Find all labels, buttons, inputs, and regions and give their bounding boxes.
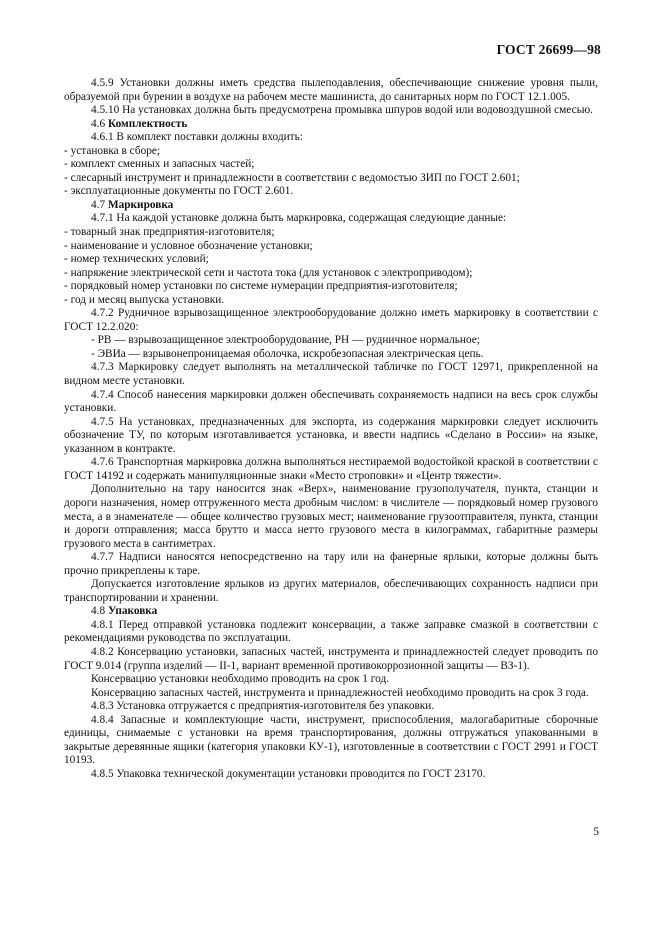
paragraph: 4.8.4 Запасные и комплектующие части, инструмент, приспособления, малогабаритные сборочные единицы, снимаемые с установки на время транспортирования, должны отгружаться упакованными в закрытые деревянные ящики (категория упаковки КУ-1), изготовленные в соответствии с ГОСТ 2991 и ГОСТ 10193. [64,713,598,767]
paragraph: - РВ — взрывозащищенное электрооборудование, РН — рудничное нормальное; [91,334,480,347]
section-number: 4.7 [91,198,108,211]
section-heading [64,199,598,213]
list-item: - товарный знак предприятия-изготовителя; [64,226,275,239]
list-item: - установка в сборе; [64,144,161,157]
document-body [64,77,598,781]
section-heading [64,118,598,132]
paragraph: Консервацию запасных частей, инструмента и принадлежностей необходимо проводить на срок 3 года. [91,686,589,699]
section-number: 4.8 [91,605,108,618]
list-item: - год и месяц выпуска установки. [64,293,225,306]
list-item: - комплект сменных и запасных частей; [64,158,255,171]
list-item: - порядковый номер установки по системе нумерации предприятия-изготовителя; [64,280,458,293]
paragraph: 4.7.3 Маркировку следует выполнять на металлической табличке по ГОСТ 12971, прикрепленной на видном месте установки. [64,361,598,388]
document-header: ГОСТ 26699—98 [496,42,601,57]
paragraph: - ЭВИа — взрывонепроницаемая оболочка, искробезопасная электрическая цепь. [91,347,484,360]
paragraph: 4.8.1 Перед отправкой установка подлежит консервации, а также заправке смазкой в соответствии с рекомендациями руководства по эксплуатации. [64,618,598,645]
paragraph: 4.8.5 Упаковка технической документации установки проводится по ГОСТ 23170. [91,767,486,780]
section-number: 4.6 [91,117,108,130]
list-item: - эксплуатационные документы по ГОСТ 2.601. [64,185,294,198]
section-title: Маркировка [107,198,174,211]
paragraph: 4.5.10 На установках должна быть предусмотрена промывка шпуров водой или водовоздушной смесью. [91,104,593,117]
list-item: - наименование и условное обозначение установки; [64,239,313,252]
paragraph: 4.7.6 Транспортная маркировка должна выполняться нестираемой водостойкой краской в соответствии с ГОСТ 14192 и содержать манипуляционные знаки «Место строповки» и «Центр тяжести». [64,456,598,482]
paragraph: 4.8.3 Установка отгружается с предприятия-изготовителя без упаковки. [91,700,435,713]
paragraph: 4.6.1 В комплект поставки должны входить: [91,131,303,144]
paragraph: 4.5.9 Установки должны иметь средства пылеподавления, обеспечивающие снижение уровня пыли, образуемой при бурении в воздухе на рабочем месте машиниста, до санитарных норм по ГОСТ 12.1.005. [64,77,598,103]
paragraph: 4.7.2 Рудничное взрывозащищенное электрооборудование должно иметь маркировку в соответствии с ГОСТ 12.2.020: [64,307,598,333]
section-title: Комплектность [107,117,188,130]
paragraph: Консервацию установки необходимо проводить на срок 1 год. [91,673,390,686]
paragraph: 4.7.7 Надписи наносятся непосредственно на тару или на фанерные ярлыки, которые должны быть прочно прикреплены к таре. [64,551,598,577]
paragraph: Дополнительно на тару наносится знак «Верх», наименование грузополучателя, пункта, станции и дороги назначения, номер отгруженного места дробным числом: в числителе — порядковый номер грузового места, а в знаменателе — общее количество грузовых мест; наименование грузоотправителя, пункта, станции и дороги отправления; масса брутто и масса нетто грузового места в килограммах, габаритные размеры грузового места в сантиметрах. [64,483,598,550]
paragraph: 4.7.1 На каждой установке должна быть маркировка, содержащая следующие данные: [91,212,507,225]
paragraph: 4.7.5 На установках, предназначенных для экспорта, из содержания маркировки следует исключить обозначение ТУ, по которым изготавливается установка, и ввести надпись «Сделано в России» на языке, указанном в контракте. [64,415,598,455]
list-item: - напряжение электрической сети и частота тока (для установок с электроприводом); [64,266,473,279]
list-item: - номер технических условий; [64,253,209,266]
page-number: 5 [593,826,599,838]
paragraph: 4.7.4 Способ нанесения маркировки должен обеспечивать сохраняемость надписи на весь срок службы установки. [64,388,598,415]
section-heading [64,605,598,619]
paragraph: Допускается изготовление ярлыков из других материалов, обеспечивающих сохранность надписи при транспортировании и хранении. [64,578,598,604]
paragraph: 4.8.2 Консервацию установки, запасных частей, инструмента и принадлежностей следует проводить по ГОСТ 9.014 (группа изделий — II-1, вариант временной противокоррозионной защиты — ВЗ-1). [64,645,598,672]
list-item: - слесарный инструмент и принадлежности в соответствии с ведомостью ЗИП по ГОСТ 2.601; [64,171,520,184]
section-title: Упаковка [107,605,158,618]
